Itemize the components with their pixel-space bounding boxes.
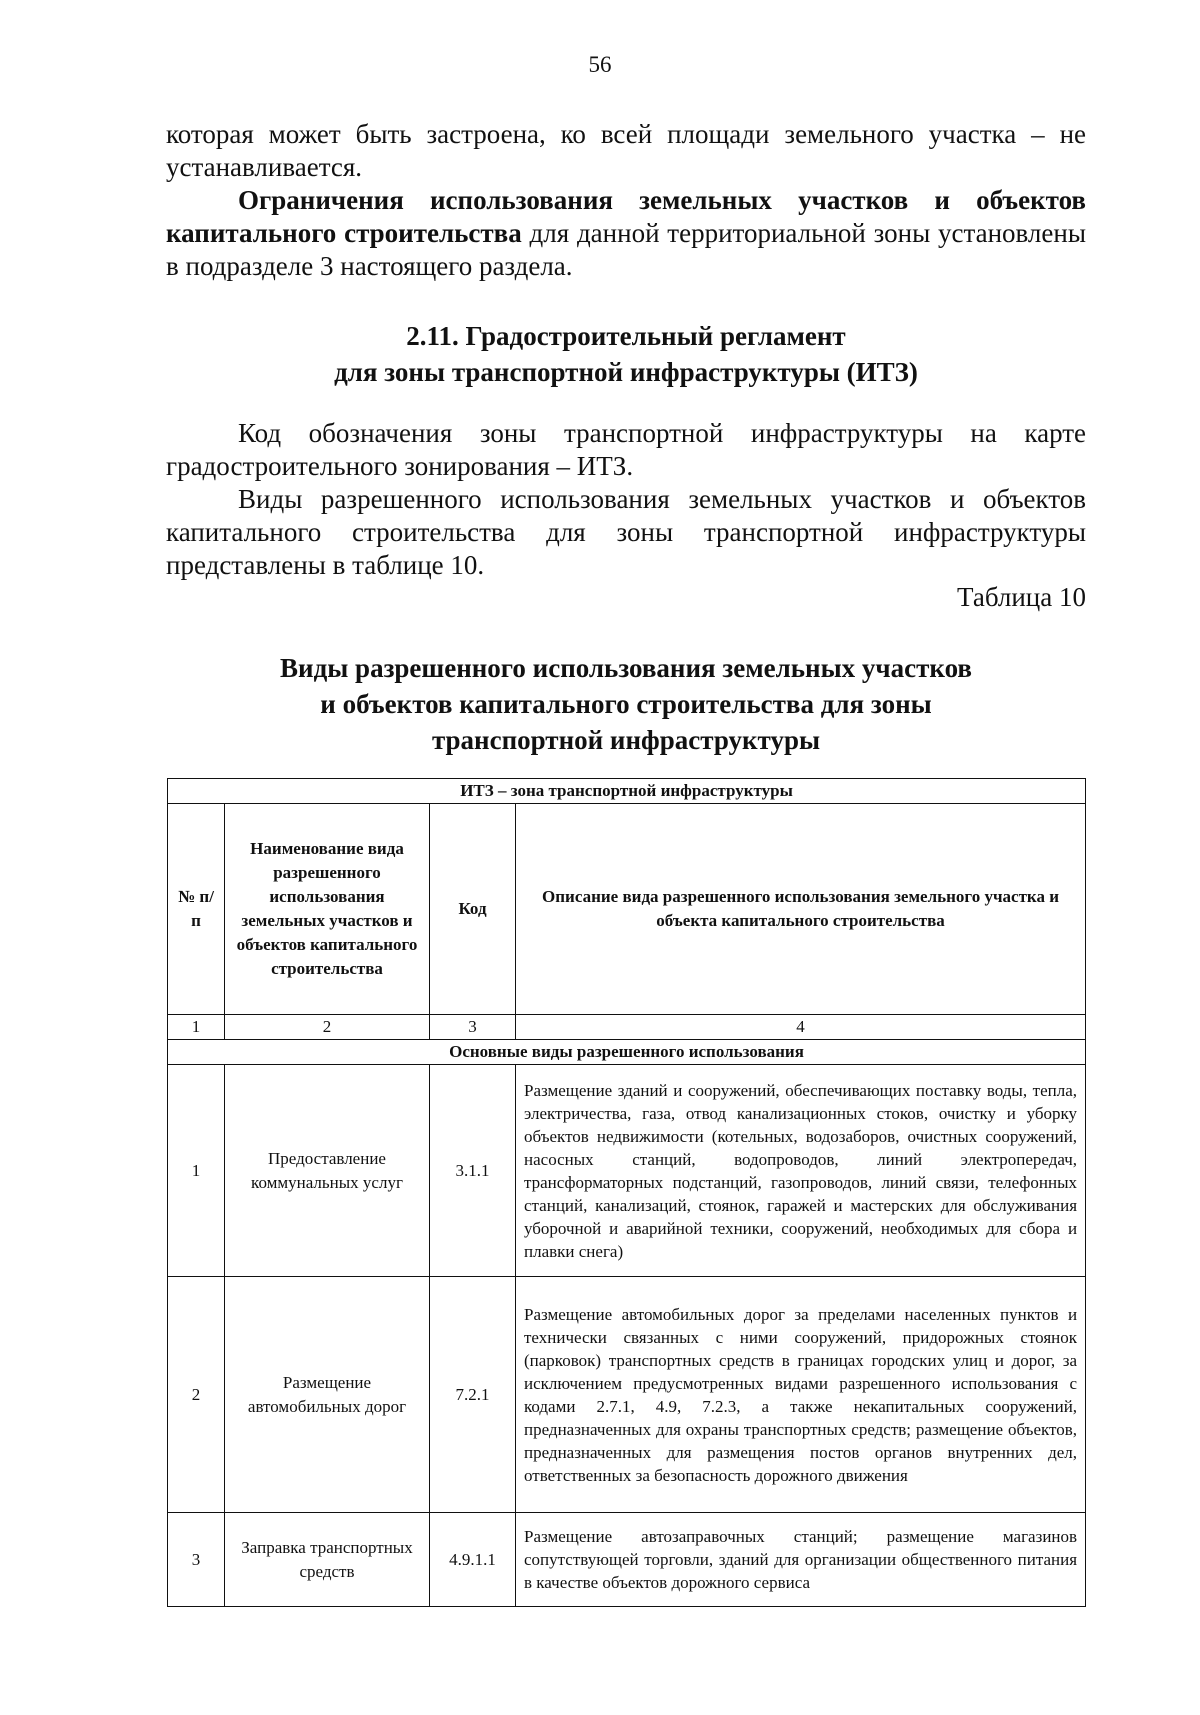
header-desc: Описание вида разрешенного использования земельного участка и объекта капитального строительства bbox=[516, 804, 1086, 1015]
row-desc: Размещение зданий и сооружений, обеспечивающих поставку воды, тепла, электричества, газа, отвод канализационных стоков, очистку и уборку объектов недвижимости (котельных, водозаборов, очистных сооружений, насосных станций, водопроводов, линий электропередач, трансформаторных подстанций, газопроводов, линий связи, телефонных станций, канализаций, стоянок, гаражей и мастерских для обслуживания уборочной и аварийной техники, сооружений, необходимых для сбора и плавки снега) bbox=[516, 1065, 1086, 1277]
header-name: Наименование вида разрешенного использования земельных участков и объектов капитального строительства bbox=[225, 804, 430, 1015]
section-title-line2: для зоны транспортной инфраструктуры (ИТЗ) bbox=[334, 357, 918, 387]
row-code: 4.9.1.1 bbox=[430, 1513, 516, 1607]
zone-header-row bbox=[168, 779, 1086, 804]
paragraph-permitted-uses: Виды разрешенного использования земельных участков и объектов капитального строительства для зоны транспортной инфраструктуры представлены в таблице 10. bbox=[166, 484, 1086, 580]
group-title: Основные виды разрешенного использования bbox=[168, 1040, 1086, 1065]
restrictions-bold-text: Ограничения использования земельных участков и объектов капитального строительства bbox=[166, 185, 1086, 248]
row-desc: Размещение автозаправочных станций; размещение магазинов сопутствующей торговли, зданий для организации общественного питания в качестве объектов дорожного сервиса bbox=[516, 1513, 1086, 1607]
section-title bbox=[166, 318, 1086, 390]
row-code: 3.1.1 bbox=[430, 1065, 516, 1277]
section-title-line1: 2.11. Градостроительный регламент bbox=[406, 321, 846, 351]
row-desc: Размещение автомобильных дорог за пределами населенных пунктов и технически связанных с ними сооружений, придорожных стоянок (парковок) транспортных средств в границах городских улиц и дорог, за исключением предусмотренных видами разрешенного использования с кодами 2.7.1, 4.9, 7.2.3, а также некапитальных сооружений, предназначенных для охраны транспортных средств; размещение объектов, предназначенных для размещения постов органов внутренних дел, ответственных за безопасность дорожного движения bbox=[516, 1277, 1086, 1513]
header-code: Код bbox=[430, 804, 516, 1015]
column-number-row bbox=[168, 1015, 1086, 1040]
column-header-row bbox=[168, 804, 1086, 1015]
paragraph-zone-code: Код обозначения зоны транспортной инфраструктуры на карте градостроительного зонирования – ИТЗ. bbox=[166, 418, 1086, 481]
row-name: Размещение автомобильных дорог bbox=[225, 1277, 430, 1513]
column-number: 2 bbox=[225, 1015, 430, 1040]
row-name: Заправка транспортных средств bbox=[225, 1513, 430, 1607]
table-row bbox=[168, 1065, 1086, 1277]
row-name: Предоставление коммунальных услуг bbox=[225, 1065, 430, 1277]
table-title-line3: транспортной инфраструктуры bbox=[431, 725, 821, 755]
row-num: 1 bbox=[168, 1065, 225, 1277]
paragraph-restrictions bbox=[166, 184, 1086, 283]
row-code: 7.2.1 bbox=[430, 1277, 516, 1513]
table-label: Таблица 10 bbox=[957, 582, 1086, 612]
column-number: 4 bbox=[516, 1015, 1086, 1040]
table-row bbox=[168, 1277, 1086, 1513]
permitted-uses-table bbox=[167, 778, 1086, 1607]
row-num: 3 bbox=[168, 1513, 225, 1607]
row-num: 2 bbox=[168, 1277, 225, 1513]
paragraph-continuation: которая может быть застроена, ко всей площади земельного участка – не устанавливается. bbox=[166, 119, 1086, 182]
table-title-line1: Виды разрешенного использования земельных участков bbox=[280, 653, 972, 683]
zone-header: ИТЗ – зона транспортной инфраструктуры bbox=[168, 779, 1086, 804]
group-title-row bbox=[168, 1040, 1086, 1065]
column-number: 1 bbox=[168, 1015, 225, 1040]
page-number: 56 bbox=[588, 52, 612, 77]
column-number: 3 bbox=[430, 1015, 516, 1040]
header-num: № п/п bbox=[168, 804, 225, 1015]
table-title-line2: и объектов капитального строительства для зоны bbox=[320, 689, 932, 719]
table-title bbox=[166, 650, 1086, 758]
table-row bbox=[168, 1513, 1086, 1607]
restrictions-text: для данной территориальной зоны установлены в подразделе 3 настоящего раздела. bbox=[166, 218, 1086, 281]
